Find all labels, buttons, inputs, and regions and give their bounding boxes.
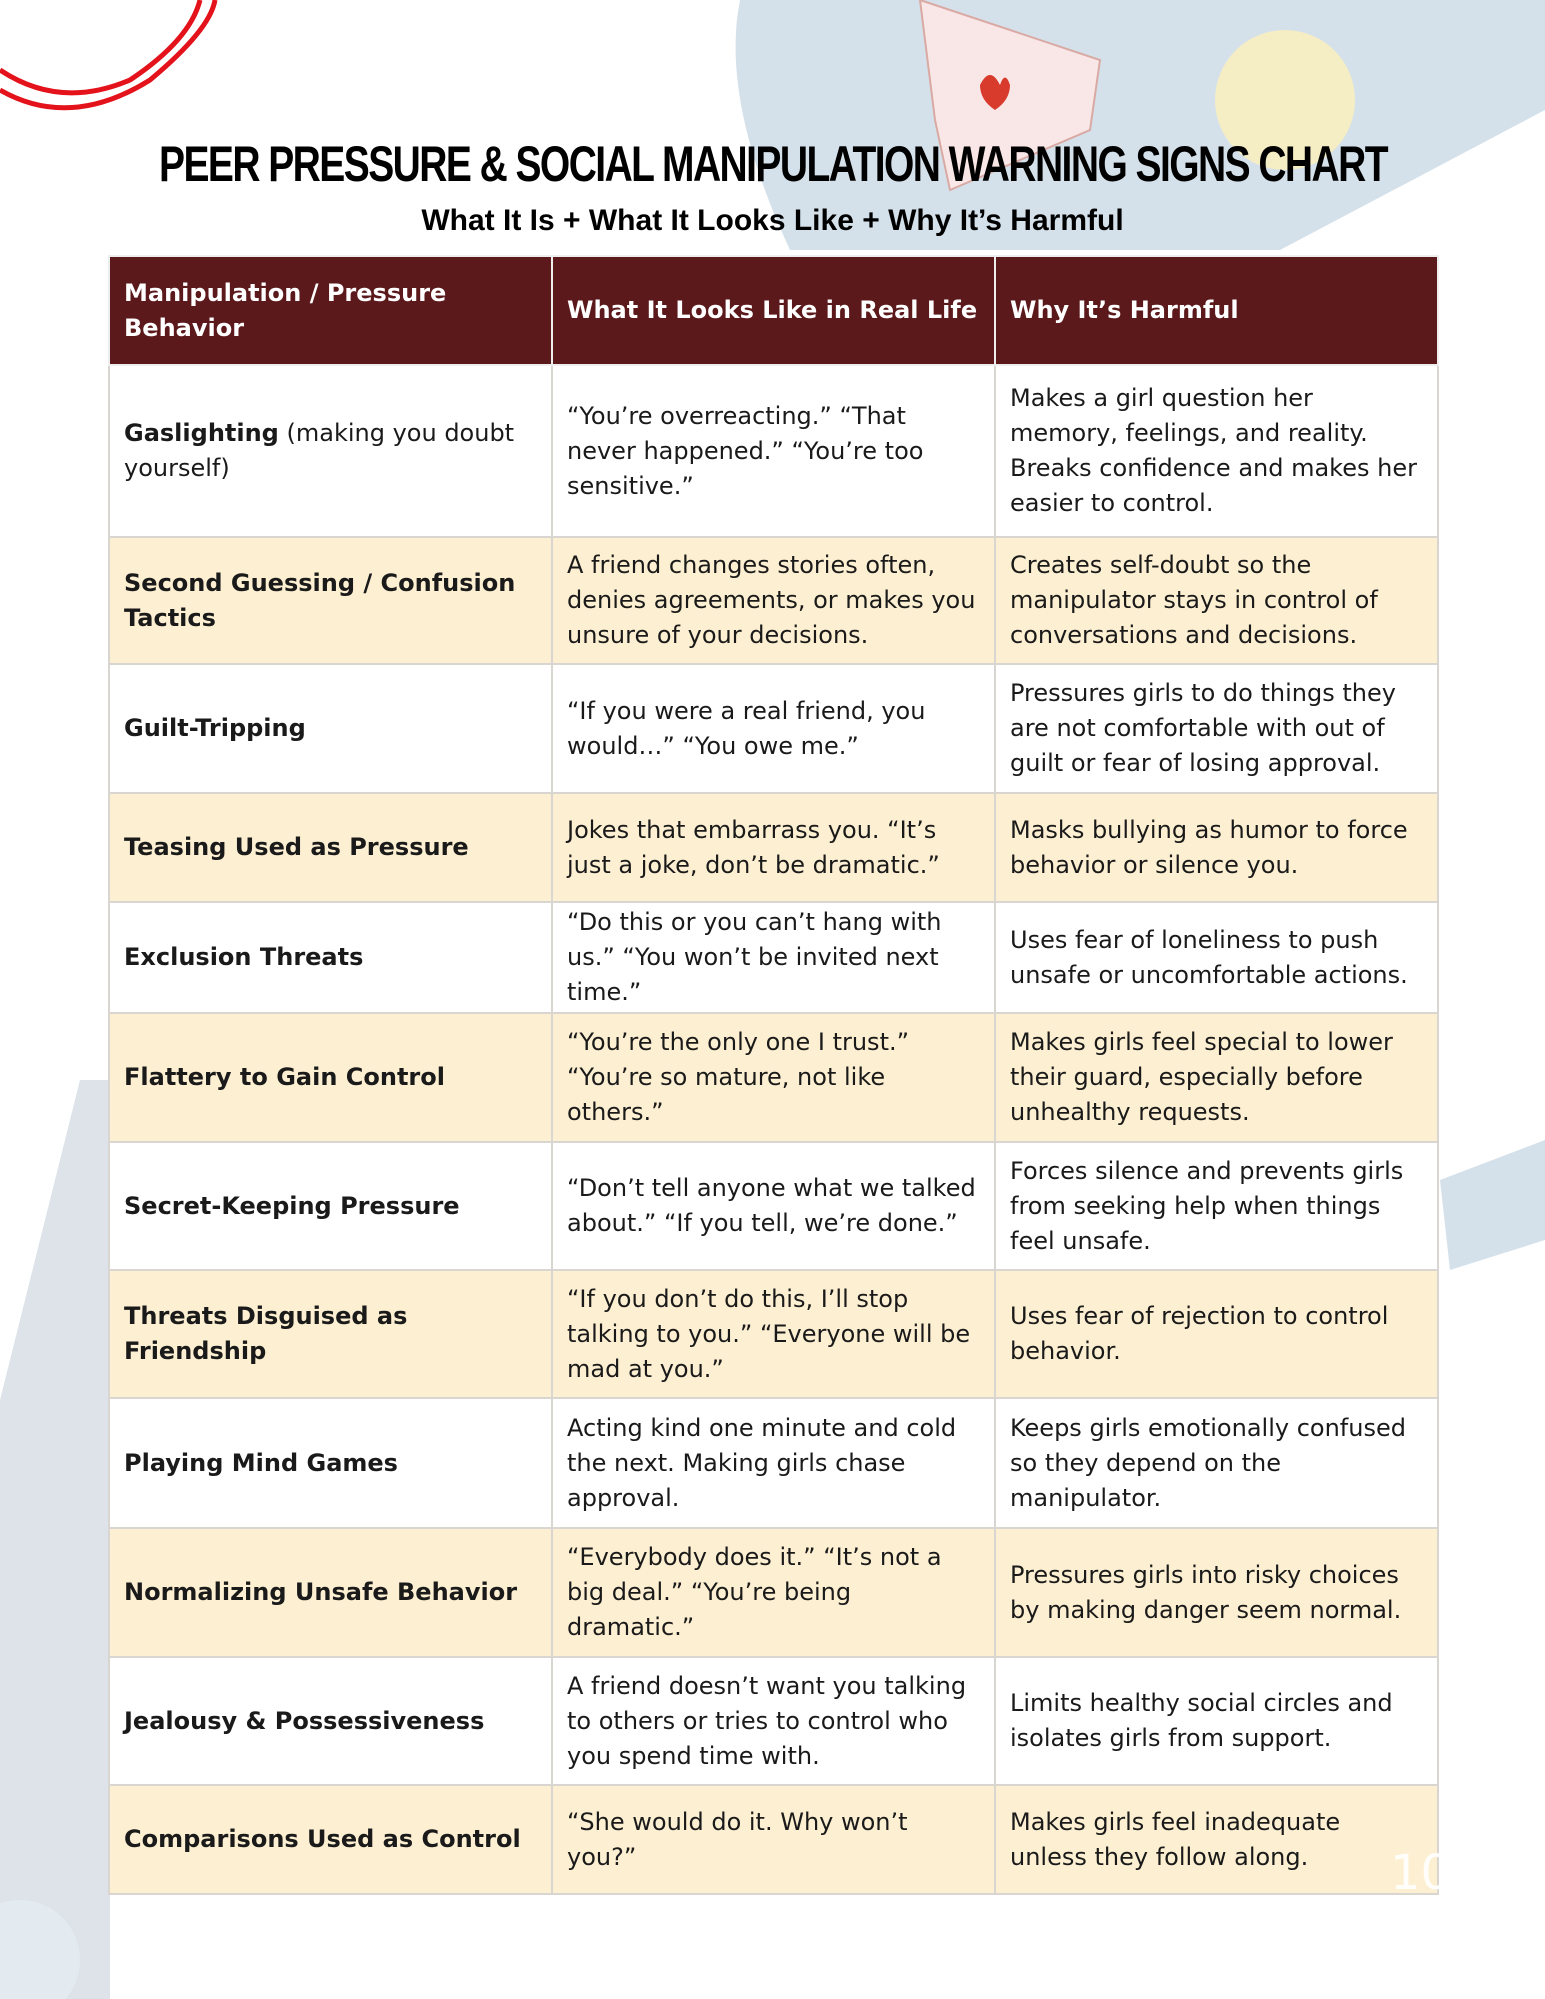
harm-cell: Makes girls feel inadequate unless they follow along. <box>995 1785 1438 1894</box>
table-row <box>109 1528 1438 1657</box>
red-string-decoration <box>0 0 215 108</box>
table-row <box>109 365 1438 537</box>
table-row <box>109 664 1438 793</box>
harm-cell: Pressures girls to do things they are not comfortable with out of guilt or fear of losing approval. <box>995 664 1438 793</box>
table-row <box>109 1142 1438 1270</box>
behavior-name: Exclusion Threats <box>124 943 364 971</box>
behavior-name: Normalizing Unsafe Behavior <box>124 1578 518 1606</box>
behavior-name: Secret-Keeping Pressure <box>124 1191 460 1220</box>
looks-like-cell: A friend changes stories often, denies agreements, or makes you unsure of your decisions. <box>552 537 995 664</box>
bandage-decoration <box>1440 1140 1545 1270</box>
behavior-cell <box>109 1785 552 1894</box>
table-row <box>109 1270 1438 1398</box>
table-row <box>109 537 1438 664</box>
doodle-decoration-left <box>0 1080 110 1999</box>
table-row <box>109 1013 1438 1142</box>
table-row <box>109 902 1438 1013</box>
behavior-cell <box>109 1270 552 1398</box>
behavior-name: Jealousy & Possessiveness <box>124 1706 485 1735</box>
behavior-name: Gaslighting <box>124 419 279 447</box>
behavior-name: Threats Disguised as Friendship <box>124 1302 408 1365</box>
table-row <box>109 793 1438 902</box>
looks-like-cell: “If you don’t do this, I’ll stop talking to you.” “Everyone will be mad at you.” <box>552 1270 995 1398</box>
behavior-cell <box>109 664 552 793</box>
column-header-behavior: Manipulation / Pressure Behavior <box>109 256 552 365</box>
harm-cell: Forces silence and prevents girls from seeking help when things feel unsafe. <box>995 1142 1438 1270</box>
harm-cell: Creates self-doubt so the manipulator stays in control of conversations and decisions. <box>995 537 1438 664</box>
looks-like-cell: “You’re overreacting.” “That never happened.” “You’re too sensitive.” <box>552 365 995 537</box>
looks-like-cell: “If you were a real friend, you would…” “You owe me.” <box>552 664 995 793</box>
harm-cell: Pressures girls into risky choices by making danger seem normal. <box>995 1528 1438 1657</box>
looks-like-cell: Acting kind one minute and cold the next. Making girls chase approval. <box>552 1398 995 1528</box>
table-row <box>109 1398 1438 1528</box>
behavior-cell <box>109 793 552 902</box>
behavior-name: Second Guessing / Confusion Tactics <box>124 568 516 632</box>
looks-like-cell: “You’re the only one I trust.” “You’re so mature, not like others.” <box>552 1013 995 1142</box>
harm-cell: Uses fear of loneliness to push unsafe or uncomfortable actions. <box>995 902 1438 1013</box>
looks-like-cell: A friend doesn’t want you talking to others or tries to control who you spend time with. <box>552 1657 995 1785</box>
table-row <box>109 1785 1438 1894</box>
harm-cell: Uses fear of rejection to control behavior. <box>995 1270 1438 1398</box>
behavior-name: Guilt-Tripping <box>124 714 306 742</box>
behavior-cell <box>109 537 552 664</box>
harm-cell: Limits healthy social circles and isolates girls from support. <box>995 1657 1438 1785</box>
looks-like-cell: “Don’t tell anyone what we talked about.” “If you tell, we’re done.” <box>552 1142 995 1270</box>
behavior-cell <box>109 902 552 1013</box>
page-subtitle: What It Is + What It Looks Like + Why It’s Harmful <box>421 204 1124 237</box>
behavior-name: Teasing Used as Pressure <box>124 833 469 861</box>
behavior-name: Comparisons Used as Control <box>124 1825 521 1853</box>
page-number: 10 <box>1390 1845 1452 1901</box>
column-header-harm: Why It’s Harmful <box>995 256 1438 365</box>
behavior-name: Flattery to Gain Control <box>124 1063 445 1091</box>
looks-like-cell: “Everybody does it.” “It’s not a big deal.” “You’re being dramatic.” <box>552 1528 995 1657</box>
behavior-cell <box>109 365 552 537</box>
harm-cell: Keeps girls emotionally confused so they depend on the manipulator. <box>995 1398 1438 1528</box>
behavior-cell <box>109 1398 552 1528</box>
behavior-cell <box>109 1013 552 1142</box>
harm-cell: Makes girls feel special to lower their guard, especially before unhealthy requests. <box>995 1013 1438 1142</box>
looks-like-cell: Jokes that embarrass you. “It’s just a joke, don’t be dramatic.” <box>552 793 995 902</box>
harm-cell: Makes a girl question her memory, feelings, and reality. Breaks confidence and makes her easier to control. <box>995 365 1438 537</box>
harm-cell: Masks bullying as humor to force behavior or silence you. <box>995 793 1438 902</box>
behavior-cell <box>109 1657 552 1785</box>
table-row <box>109 1657 1438 1785</box>
behavior-cell <box>109 1528 552 1657</box>
page-title: PEER PRESSURE & SOCIAL MANIPULATION WARNING SIGNS CHART <box>158 136 1387 192</box>
looks-like-cell: “Do this or you can’t hang with us.” “You won’t be invited next time.” <box>552 902 995 1013</box>
warning-signs-table <box>108 255 1439 1895</box>
column-header-looks-like: What It Looks Like in Real Life <box>552 256 995 365</box>
behavior-cell <box>109 1142 552 1270</box>
behavior-note: (making you doubt yourself) <box>124 419 515 482</box>
behavior-name: Playing Mind Games <box>124 1448 398 1477</box>
looks-like-cell: “She would do it. Why won’t you?” <box>552 1785 995 1894</box>
table-header-row <box>109 256 1438 365</box>
